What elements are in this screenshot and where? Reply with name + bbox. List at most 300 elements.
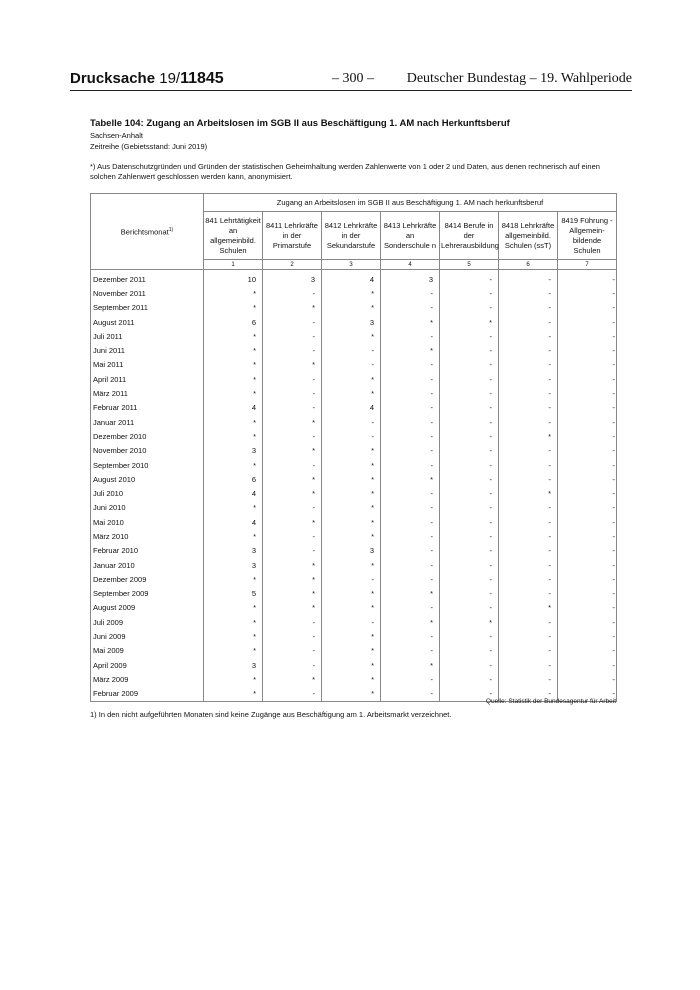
value-cell: - <box>440 515 499 529</box>
doc-label: Drucksache <box>70 70 156 87</box>
value-cell: * <box>204 572 263 586</box>
value-cell: * <box>204 601 263 615</box>
value-cell: * <box>204 615 263 629</box>
value-cell: - <box>499 286 558 300</box>
value-cell: * <box>204 687 263 702</box>
value-cell: - <box>558 615 617 629</box>
value-cell: - <box>499 386 558 400</box>
column-header: 8419 Führung - Allgemein-bildende Schulen <box>558 212 617 260</box>
value-cell: - <box>499 372 558 386</box>
value-cell: * <box>204 301 263 315</box>
value-cell: - <box>381 286 440 300</box>
value-cell: * <box>322 601 381 615</box>
doc-num: 11845 <box>180 70 224 87</box>
table-row <box>91 615 617 629</box>
value-cell: - <box>263 401 322 415</box>
value-cell: - <box>381 515 440 529</box>
value-cell: 5 <box>204 587 263 601</box>
value-cell: - <box>499 587 558 601</box>
month-cell: Dezember 2010 <box>91 429 204 443</box>
value-cell: * <box>263 572 322 586</box>
value-cell: * <box>204 529 263 543</box>
value-cell: - <box>440 672 499 686</box>
table-row <box>91 486 617 500</box>
table-row <box>91 301 617 315</box>
value-cell: 4 <box>322 401 381 415</box>
month-cell: September 2011 <box>91 301 204 315</box>
table-row <box>91 658 617 672</box>
region: Sachsen-Anhalt <box>90 131 143 140</box>
value-cell: * <box>322 629 381 643</box>
privacy-note: *) Aus Datenschutzgründen und Gründen der statistischen Geheimhaltung werden Zahlenwerte von 1 oder 2 und Daten, aus denen rechnerisch auf einen solchen Zahlenwert geschlossen werden kann, anonymisiert. <box>90 162 600 181</box>
table-row <box>91 572 617 586</box>
value-cell: - <box>499 270 558 287</box>
value-cell: - <box>558 329 617 343</box>
value-cell: * <box>263 472 322 486</box>
value-cell: - <box>263 629 322 643</box>
value-cell: - <box>381 501 440 515</box>
value-cell: - <box>440 529 499 543</box>
value-cell: * <box>263 444 322 458</box>
column-number: 2 <box>263 260 322 270</box>
table-row <box>91 329 617 343</box>
value-cell: * <box>263 486 322 500</box>
value-cell: * <box>204 415 263 429</box>
value-cell: - <box>381 458 440 472</box>
value-cell: - <box>499 458 558 472</box>
value-cell: - <box>263 343 322 357</box>
value-cell: - <box>440 358 499 372</box>
value-cell: - <box>381 544 440 558</box>
value-cell: - <box>381 444 440 458</box>
value-cell: - <box>440 658 499 672</box>
table-body <box>91 270 617 702</box>
value-cell: - <box>440 501 499 515</box>
value-cell: 3 <box>263 270 322 287</box>
value-cell: - <box>440 644 499 658</box>
value-cell: - <box>263 544 322 558</box>
value-cell: - <box>558 358 617 372</box>
value-cell: - <box>440 286 499 300</box>
value-cell: - <box>440 486 499 500</box>
value-cell: - <box>499 629 558 643</box>
column-header: 8412 Lehrkräfte in der Sekundarstufe <box>322 212 381 260</box>
value-cell: - <box>499 544 558 558</box>
value-cell: - <box>558 687 617 702</box>
value-cell: * <box>263 415 322 429</box>
month-cell: Juli 2010 <box>91 486 204 500</box>
value-cell: * <box>263 558 322 572</box>
value-cell: * <box>204 501 263 515</box>
value-cell: * <box>381 615 440 629</box>
group-header: Zugang an Arbeitslosen im SGB II aus Beschäftigung 1. AM nach herkunftsberuf <box>204 194 617 212</box>
table-row <box>91 501 617 515</box>
value-cell: * <box>204 343 263 357</box>
value-cell: - <box>263 501 322 515</box>
value-cell: * <box>381 315 440 329</box>
table-row <box>91 458 617 472</box>
column-header: 841 Lehrtätigkeit an allgemeinbild. Schulen <box>204 212 263 260</box>
month-cell: August 2010 <box>91 472 204 486</box>
value-cell: - <box>322 358 381 372</box>
month-cell: Juni 2011 <box>91 343 204 357</box>
table-row <box>91 472 617 486</box>
value-cell: - <box>381 358 440 372</box>
value-cell: * <box>381 587 440 601</box>
value-cell: * <box>440 615 499 629</box>
column-number: 7 <box>558 260 617 270</box>
month-cell: Juli 2011 <box>91 329 204 343</box>
value-cell: - <box>263 315 322 329</box>
value-cell: - <box>558 343 617 357</box>
value-cell: 3 <box>204 658 263 672</box>
table-row <box>91 629 617 643</box>
value-cell: * <box>381 658 440 672</box>
value-cell: * <box>263 515 322 529</box>
value-cell: - <box>440 558 499 572</box>
value-cell: - <box>558 270 617 287</box>
value-cell: - <box>263 429 322 443</box>
month-cell: Januar 2010 <box>91 558 204 572</box>
value-cell: - <box>558 486 617 500</box>
value-cell: * <box>322 444 381 458</box>
month-cell: Februar 2011 <box>91 401 204 415</box>
value-cell: * <box>322 672 381 686</box>
column-number: 6 <box>499 260 558 270</box>
value-cell: - <box>558 458 617 472</box>
value-cell: * <box>322 644 381 658</box>
value-cell: * <box>322 286 381 300</box>
value-cell: - <box>558 429 617 443</box>
month-cell: Juni 2009 <box>91 629 204 643</box>
value-cell: 4 <box>204 401 263 415</box>
column-header: 8414 Berufe in der Lehrerausbildung <box>440 212 499 260</box>
row-header-footnote-marker: 1) <box>168 227 174 234</box>
doc-num-prefix: 19/ <box>159 70 181 87</box>
value-cell: - <box>381 572 440 586</box>
value-cell: * <box>322 472 381 486</box>
value-cell: * <box>322 515 381 529</box>
value-cell: - <box>322 343 381 357</box>
column-header: 8418 Lehrkräfte allgemeinbild. Schulen (ssT) <box>499 212 558 260</box>
value-cell: 4 <box>204 486 263 500</box>
value-cell: - <box>499 472 558 486</box>
column-header: 8411 Lehrkräfte in der Primarstufe <box>263 212 322 260</box>
source-note: Quelle: Statistik der Bundesagentur für Arbeit <box>485 698 616 705</box>
value-cell: - <box>499 572 558 586</box>
value-cell: * <box>263 601 322 615</box>
value-cell: - <box>558 587 617 601</box>
value-cell: - <box>322 415 381 429</box>
table-row <box>91 587 617 601</box>
month-cell: März 2009 <box>91 672 204 686</box>
timeseries: Zeitreihe (Gebietsstand: Juni 2019) <box>90 142 208 151</box>
value-cell: - <box>263 329 322 343</box>
value-cell: - <box>381 672 440 686</box>
value-cell: - <box>499 515 558 529</box>
value-cell: - <box>558 629 617 643</box>
value-cell: 3 <box>322 315 381 329</box>
value-cell: * <box>263 587 322 601</box>
value-cell: - <box>440 415 499 429</box>
table-row <box>91 429 617 443</box>
value-cell: * <box>322 501 381 515</box>
month-cell: April 2011 <box>91 372 204 386</box>
table-row <box>91 515 617 529</box>
value-cell: - <box>558 544 617 558</box>
value-cell: - <box>440 587 499 601</box>
value-cell: * <box>322 658 381 672</box>
value-cell: * <box>204 672 263 686</box>
value-cell: - <box>381 429 440 443</box>
value-cell: - <box>499 644 558 658</box>
value-cell: * <box>204 372 263 386</box>
page-header <box>70 70 632 91</box>
data-table <box>90 193 617 702</box>
value-cell: * <box>322 372 381 386</box>
table-row <box>91 286 617 300</box>
table-row <box>91 343 617 357</box>
value-cell: - <box>499 615 558 629</box>
value-cell: - <box>558 286 617 300</box>
value-cell: - <box>499 401 558 415</box>
value-cell: * <box>322 687 381 702</box>
value-cell: - <box>558 529 617 543</box>
value-cell: - <box>440 458 499 472</box>
value-cell: - <box>381 486 440 500</box>
column-number: 5 <box>440 260 499 270</box>
value-cell: 6 <box>204 472 263 486</box>
value-cell: 10 <box>204 270 263 287</box>
column-number: 4 <box>381 260 440 270</box>
value-cell: - <box>381 629 440 643</box>
value-cell: - <box>440 329 499 343</box>
value-cell: 4 <box>322 270 381 287</box>
value-cell: - <box>263 372 322 386</box>
value-cell: - <box>558 658 617 672</box>
value-cell: * <box>263 301 322 315</box>
value-cell: - <box>381 415 440 429</box>
month-cell: August 2011 <box>91 315 204 329</box>
value-cell: * <box>499 601 558 615</box>
value-cell: - <box>381 601 440 615</box>
month-cell: August 2009 <box>91 601 204 615</box>
value-cell: 6 <box>204 315 263 329</box>
value-cell: - <box>499 444 558 458</box>
value-cell: - <box>263 644 322 658</box>
value-cell: 3 <box>204 544 263 558</box>
value-cell: - <box>440 472 499 486</box>
value-cell: - <box>263 615 322 629</box>
value-cell: - <box>499 329 558 343</box>
value-cell: - <box>558 301 617 315</box>
table-row <box>91 386 617 400</box>
value-cell: - <box>440 444 499 458</box>
value-cell: - <box>263 658 322 672</box>
value-cell: - <box>381 401 440 415</box>
value-cell: * <box>322 458 381 472</box>
table-row <box>91 444 617 458</box>
value-cell: - <box>263 687 322 702</box>
value-cell: 3 <box>204 558 263 572</box>
value-cell: - <box>381 329 440 343</box>
value-cell: - <box>558 644 617 658</box>
value-cell: - <box>499 558 558 572</box>
value-cell: * <box>322 386 381 400</box>
value-cell: - <box>381 687 440 702</box>
row-header-label: Berichtsmonat <box>120 227 169 237</box>
month-cell: Dezember 2009 <box>91 572 204 586</box>
value-cell: * <box>381 472 440 486</box>
table-row <box>91 601 617 615</box>
value-cell: - <box>381 529 440 543</box>
table-row <box>91 558 617 572</box>
value-cell: - <box>440 572 499 586</box>
value-cell: * <box>499 486 558 500</box>
value-cell: - <box>440 270 499 287</box>
value-cell: - <box>499 501 558 515</box>
value-cell: * <box>322 529 381 543</box>
value-cell: - <box>499 529 558 543</box>
month-cell: Februar 2009 <box>91 687 204 702</box>
value-cell: - <box>499 301 558 315</box>
value-cell: * <box>204 629 263 643</box>
value-cell: - <box>381 558 440 572</box>
value-cell: * <box>204 644 263 658</box>
document-number <box>70 70 224 88</box>
value-cell: * <box>381 343 440 357</box>
table-row <box>91 315 617 329</box>
value-cell: - <box>440 544 499 558</box>
value-cell: - <box>263 529 322 543</box>
month-cell: Juli 2009 <box>91 615 204 629</box>
value-cell: * <box>499 429 558 443</box>
value-cell: - <box>499 315 558 329</box>
month-cell: März 2010 <box>91 529 204 543</box>
month-cell: Februar 2010 <box>91 544 204 558</box>
table-row <box>91 358 617 372</box>
footnote: 1) In den nicht aufgeführten Monaten sind keine Zugänge aus Beschäftigung am 1. Arbeitsmarkt verzeichnet. <box>90 710 452 719</box>
column-header: 8413 Lehrkräfte an Sonderschule n <box>381 212 440 260</box>
value-cell: - <box>381 644 440 658</box>
table-row <box>91 544 617 558</box>
table-row <box>91 401 617 415</box>
page-number: – 300 – <box>332 71 374 86</box>
month-cell: Januar 2011 <box>91 415 204 429</box>
value-cell: - <box>322 615 381 629</box>
value-cell: - <box>558 572 617 586</box>
value-cell: * <box>204 386 263 400</box>
value-cell: * <box>204 358 263 372</box>
value-cell: * <box>263 358 322 372</box>
value-cell: - <box>263 458 322 472</box>
table-row <box>91 644 617 658</box>
value-cell: - <box>499 358 558 372</box>
row-header <box>91 194 204 270</box>
table-row <box>91 270 617 287</box>
value-cell: 3 <box>322 544 381 558</box>
month-cell: Mai 2010 <box>91 515 204 529</box>
table-row <box>91 529 617 543</box>
table-row <box>91 672 617 686</box>
value-cell: * <box>263 672 322 686</box>
value-cell: - <box>558 401 617 415</box>
value-cell: - <box>263 286 322 300</box>
value-cell: - <box>381 386 440 400</box>
value-cell: - <box>499 687 558 702</box>
value-cell: - <box>499 658 558 672</box>
month-cell: September 2009 <box>91 587 204 601</box>
value-cell: - <box>558 672 617 686</box>
value-cell: * <box>204 458 263 472</box>
month-cell: September 2010 <box>91 458 204 472</box>
column-number: 1 <box>204 260 263 270</box>
value-cell: - <box>558 501 617 515</box>
value-cell: - <box>558 472 617 486</box>
value-cell: - <box>440 429 499 443</box>
month-cell: November 2010 <box>91 444 204 458</box>
value-cell: - <box>440 601 499 615</box>
value-cell: * <box>322 486 381 500</box>
month-cell: April 2009 <box>91 658 204 672</box>
month-cell: März 2011 <box>91 386 204 400</box>
value-cell: - <box>558 386 617 400</box>
value-cell: - <box>263 386 322 400</box>
value-cell: - <box>499 415 558 429</box>
publisher: Deutscher Bundestag – 19. Wahlperiode <box>406 71 632 86</box>
value-cell: - <box>558 558 617 572</box>
month-cell: Dezember 2011 <box>91 270 204 287</box>
value-cell: - <box>558 315 617 329</box>
value-cell: * <box>204 429 263 443</box>
table-title: Tabelle 104: Zugang an Arbeitslosen im SGB II aus Beschäftigung 1. AM nach Herkunftsberuf <box>90 118 510 129</box>
value-cell: * <box>440 315 499 329</box>
value-cell: - <box>558 444 617 458</box>
value-cell: * <box>322 301 381 315</box>
value-cell: * <box>204 329 263 343</box>
value-cell: - <box>499 343 558 357</box>
value-cell: - <box>499 672 558 686</box>
value-cell: * <box>322 558 381 572</box>
value-cell: - <box>558 601 617 615</box>
value-cell: - <box>440 386 499 400</box>
value-cell: - <box>558 515 617 529</box>
value-cell: - <box>440 401 499 415</box>
value-cell: - <box>440 301 499 315</box>
value-cell: - <box>558 372 617 386</box>
month-cell: Mai 2011 <box>91 358 204 372</box>
value-cell: - <box>440 687 499 702</box>
value-cell: - <box>322 572 381 586</box>
value-cell: * <box>322 329 381 343</box>
value-cell: * <box>204 286 263 300</box>
value-cell: - <box>440 343 499 357</box>
month-cell: Mai 2009 <box>91 644 204 658</box>
value-cell: - <box>558 415 617 429</box>
value-cell: * <box>322 587 381 601</box>
value-cell: 3 <box>204 444 263 458</box>
value-cell: - <box>381 301 440 315</box>
value-cell: - <box>440 372 499 386</box>
value-cell: 4 <box>204 515 263 529</box>
month-cell: Juni 2010 <box>91 501 204 515</box>
month-cell: November 2011 <box>91 286 204 300</box>
value-cell: 3 <box>381 270 440 287</box>
column-number: 3 <box>322 260 381 270</box>
table-row <box>91 372 617 386</box>
value-cell: - <box>322 429 381 443</box>
value-cell: - <box>440 629 499 643</box>
